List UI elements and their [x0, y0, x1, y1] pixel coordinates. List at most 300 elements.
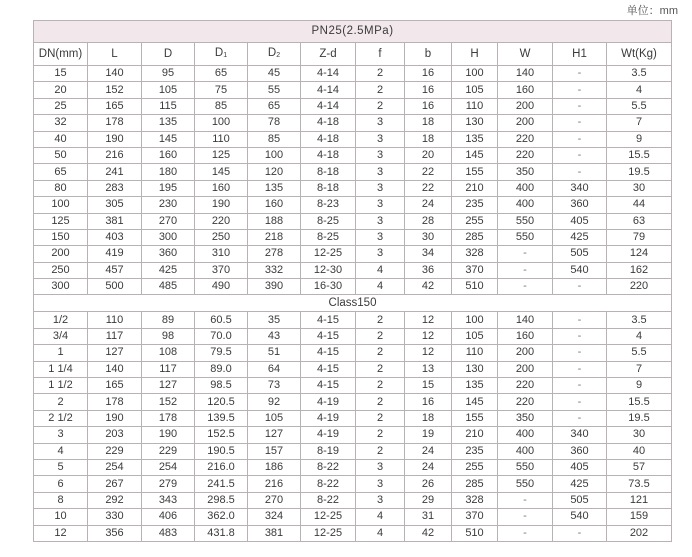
table-row [34, 115, 672, 131]
table-cell: 89.0 [195, 361, 248, 377]
table-cell: 210 [452, 180, 498, 196]
table-cell: - [553, 312, 607, 328]
table-cell: 4-14 [301, 82, 356, 98]
table-cell: 125 [34, 213, 88, 229]
table-cell: 190.5 [195, 443, 248, 459]
table-cell: 200 [498, 361, 553, 377]
header-row [34, 43, 672, 66]
table-cell: 16 [405, 394, 452, 410]
table-cell: 324 [248, 509, 301, 525]
table-cell: 328 [452, 246, 498, 262]
table-cell: 105 [452, 82, 498, 98]
table-cell: 403 [88, 229, 142, 245]
table-cell: 127 [142, 378, 195, 394]
table-cell: 110 [195, 131, 248, 147]
table-row [34, 213, 672, 229]
table-title: PN25(2.5MPa) [34, 21, 672, 43]
table-cell: - [498, 246, 553, 262]
table-cell: 4-18 [301, 147, 356, 163]
table-cell: 155 [452, 164, 498, 180]
table-row [34, 180, 672, 196]
table-cell: 250 [195, 229, 248, 245]
table-cell: 4 [356, 262, 405, 278]
table-cell: 152 [142, 394, 195, 410]
table-row [34, 525, 672, 541]
table-row [34, 443, 672, 459]
table-cell: 457 [88, 262, 142, 278]
table-cell: 3 [356, 180, 405, 196]
table-cell: 125 [195, 147, 248, 163]
table-cell: 4 [607, 328, 672, 344]
table-cell: 2 [356, 361, 405, 377]
table-cell: 165 [88, 378, 142, 394]
table-cell: - [498, 492, 553, 508]
table-cell: 235 [452, 443, 498, 459]
table-row [34, 246, 672, 262]
table-row [34, 82, 672, 98]
table-cell: - [553, 98, 607, 114]
table-cell: 160 [248, 197, 301, 213]
table-cell: 310 [195, 246, 248, 262]
table-cell: 550 [498, 229, 553, 245]
table-cell: 4-19 [301, 394, 356, 410]
table-cell: - [553, 410, 607, 426]
table-cell: 190 [88, 410, 142, 426]
table-cell: 95 [142, 66, 195, 82]
table-cell: 3 [356, 147, 405, 163]
table-cell: - [553, 279, 607, 295]
table-cell: 85 [195, 98, 248, 114]
table-cell: 135 [142, 115, 195, 131]
table-cell: 8-22 [301, 459, 356, 475]
table-cell: 18 [405, 115, 452, 131]
table-cell: 235 [452, 197, 498, 213]
table-cell: 127 [88, 345, 142, 361]
table-cell: 2 [356, 66, 405, 82]
table-cell: 160 [498, 82, 553, 98]
table-cell: 540 [553, 262, 607, 278]
table-cell: 229 [142, 443, 195, 459]
table-cell: 3 [356, 197, 405, 213]
table-cell: 108 [142, 345, 195, 361]
table-row [34, 98, 672, 114]
table-cell: 28 [405, 213, 452, 229]
table-cell: 8-22 [301, 492, 356, 508]
table-cell: 360 [553, 197, 607, 213]
table-cell: 550 [498, 476, 553, 492]
table-cell: 285 [452, 476, 498, 492]
table-cell: 2 [356, 98, 405, 114]
table-cell: 79.5 [195, 345, 248, 361]
table-cell: 490 [195, 279, 248, 295]
table-cell: 26 [405, 476, 452, 492]
table-cell: 30 [607, 427, 672, 443]
table-cell: 4 [607, 82, 672, 98]
table-cell: 200 [498, 115, 553, 131]
table-cell: 4-14 [301, 66, 356, 82]
table-cell: 140 [498, 66, 553, 82]
table-cell: 65 [34, 164, 88, 180]
table-cell: 13 [405, 361, 452, 377]
table-cell: - [498, 262, 553, 278]
table-cell: 8-25 [301, 229, 356, 245]
table-cell: 120.5 [195, 394, 248, 410]
table-cell: 45 [248, 66, 301, 82]
table-cell: 20 [34, 82, 88, 98]
table-cell: 98.5 [195, 378, 248, 394]
table-cell: 4 [356, 279, 405, 295]
table-cell: 25 [34, 98, 88, 114]
table-cell: 120 [248, 164, 301, 180]
table-cell: 8 [34, 492, 88, 508]
table-cell: 35 [248, 312, 301, 328]
table-cell: 220 [498, 131, 553, 147]
table-cell: 79 [607, 229, 672, 245]
table-cell: 98 [142, 328, 195, 344]
table-cell: 5 [34, 459, 88, 475]
table-cell: 400 [498, 443, 553, 459]
table-row [34, 66, 672, 82]
table-cell: 4-15 [301, 361, 356, 377]
table-cell: 2 [356, 82, 405, 98]
table-cell: 152.5 [195, 427, 248, 443]
header-wt: Wt(Kg) [607, 43, 672, 66]
table-cell: 2 [356, 443, 405, 459]
table-row [34, 147, 672, 163]
table-cell: 360 [142, 246, 195, 262]
table-cell: 44 [607, 197, 672, 213]
table-cell: 405 [553, 213, 607, 229]
table-cell: 3 [356, 229, 405, 245]
table-cell: 16-30 [301, 279, 356, 295]
table-cell: 390 [248, 279, 301, 295]
table-cell: - [553, 131, 607, 147]
table-cell: 3.5 [607, 66, 672, 82]
table-cell: 279 [142, 476, 195, 492]
table-cell: - [553, 361, 607, 377]
table-cell: 400 [498, 180, 553, 196]
table-cell: 160 [195, 180, 248, 196]
table-cell: 425 [142, 262, 195, 278]
table-cell: 220 [498, 378, 553, 394]
table-cell: 188 [248, 213, 301, 229]
table-cell: 255 [452, 459, 498, 475]
table-cell: 57 [607, 459, 672, 475]
table-cell: - [553, 394, 607, 410]
table-cell: - [498, 525, 553, 541]
table-cell: 30 [405, 229, 452, 245]
table-cell: 64 [248, 361, 301, 377]
header-l: L [88, 43, 142, 66]
table-cell: 216 [88, 147, 142, 163]
table-cell: 254 [88, 459, 142, 475]
table-cell: 75 [195, 82, 248, 98]
table-cell: 22 [405, 164, 452, 180]
table-cell: 60.5 [195, 312, 248, 328]
table-cell: 16 [405, 98, 452, 114]
table-cell: 15 [405, 378, 452, 394]
table-cell: 65 [248, 98, 301, 114]
header-b: b [405, 43, 452, 66]
table-cell: 4 [34, 443, 88, 459]
table-cell: 40 [34, 131, 88, 147]
table-cell: 2 [356, 312, 405, 328]
table-cell: 3/4 [34, 328, 88, 344]
table-cell: 400 [498, 427, 553, 443]
table-cell: 4 [356, 509, 405, 525]
table-cell: 285 [452, 229, 498, 245]
table-cell: 255 [452, 213, 498, 229]
table-cell: 7 [607, 361, 672, 377]
table-cell: 2 [356, 328, 405, 344]
table-cell: - [498, 509, 553, 525]
table-cell: - [553, 147, 607, 163]
table-row [34, 427, 672, 443]
table-cell: 29 [405, 492, 452, 508]
table-cell: 12-25 [301, 246, 356, 262]
table-cell: 8-18 [301, 164, 356, 180]
table-cell: 135 [248, 180, 301, 196]
table-cell: 2 1/2 [34, 410, 88, 426]
table-cell: 145 [452, 147, 498, 163]
table-cell: 370 [452, 509, 498, 525]
table-cell: 2 [356, 378, 405, 394]
table-cell: 63 [607, 213, 672, 229]
table-cell: 483 [142, 525, 195, 541]
table-cell: 200 [498, 345, 553, 361]
table-cell: 32 [34, 115, 88, 131]
table-cell: 12-30 [301, 262, 356, 278]
table-cell: 2 [356, 394, 405, 410]
table-cell: 505 [553, 492, 607, 508]
table-cell: 5.5 [607, 345, 672, 361]
table-cell: 330 [88, 509, 142, 525]
table-cell: 3 [356, 131, 405, 147]
table-cell: 298.5 [195, 492, 248, 508]
table-cell: 370 [452, 262, 498, 278]
table-cell: - [553, 66, 607, 82]
table-cell: 130 [452, 115, 498, 131]
table-cell: 180 [142, 164, 195, 180]
table-cell: 190 [88, 131, 142, 147]
table-cell: 12 [405, 312, 452, 328]
table-cell: 3 [356, 459, 405, 475]
table-cell: 73.5 [607, 476, 672, 492]
table-row [34, 345, 672, 361]
table-cell: 89 [142, 312, 195, 328]
table-cell: 3 [356, 246, 405, 262]
table-cell: 220 [498, 394, 553, 410]
header-zd: Z-d [301, 43, 356, 66]
table-cell: - [553, 82, 607, 98]
table-cell: 159 [607, 509, 672, 525]
table-cell: 140 [88, 361, 142, 377]
table-cell: 7 [607, 115, 672, 131]
table-cell: 550 [498, 213, 553, 229]
table-cell: 78 [248, 115, 301, 131]
table-cell: 40 [607, 443, 672, 459]
table-cell: 362.0 [195, 509, 248, 525]
table-cell: 203 [88, 427, 142, 443]
header-f: f [356, 43, 405, 66]
table-cell: 241.5 [195, 476, 248, 492]
table-cell: 9 [607, 378, 672, 394]
table-cell: 105 [452, 328, 498, 344]
table-cell: 8-18 [301, 180, 356, 196]
table-cell: 510 [452, 525, 498, 541]
table-cell: 220 [195, 213, 248, 229]
table-row [34, 312, 672, 328]
table-cell: 202 [607, 525, 672, 541]
table-cell: 135 [452, 131, 498, 147]
table-cell: 3 [356, 213, 405, 229]
table-cell: 31 [405, 509, 452, 525]
table-cell: 65 [195, 66, 248, 82]
table-cell: 332 [248, 262, 301, 278]
table-cell: 110 [452, 345, 498, 361]
table-cell: 19.5 [607, 410, 672, 426]
table-cell: 4-18 [301, 115, 356, 131]
table-row [34, 279, 672, 295]
table-cell: 19.5 [607, 164, 672, 180]
table-row [34, 328, 672, 344]
table-cell: 8-23 [301, 197, 356, 213]
table-cell: 20 [405, 147, 452, 163]
table-cell: 16 [405, 82, 452, 98]
table-cell: 270 [248, 492, 301, 508]
table-cell: 105 [142, 82, 195, 98]
table-cell: 42 [405, 279, 452, 295]
table-cell: 24 [405, 443, 452, 459]
table-cell: 162 [607, 262, 672, 278]
table-cell: 8-25 [301, 213, 356, 229]
table-cell: 80 [34, 180, 88, 196]
table-cell: 2 [356, 345, 405, 361]
table-cell: 127 [248, 427, 301, 443]
table-cell: 1/2 [34, 312, 88, 328]
table-cell: 73 [248, 378, 301, 394]
table-cell: 254 [142, 459, 195, 475]
header-d2: $D_2$ [248, 43, 301, 66]
table-cell: 115 [142, 98, 195, 114]
table-cell: 218 [248, 229, 301, 245]
table-cell: 381 [88, 213, 142, 229]
table-cell: 360 [553, 443, 607, 459]
table-cell: 150 [34, 229, 88, 245]
table-cell: 10 [34, 509, 88, 525]
table-cell: 3 [356, 164, 405, 180]
table-cell: 250 [34, 262, 88, 278]
table-cell: 4-19 [301, 410, 356, 426]
table-cell: 22 [405, 180, 452, 196]
table-row [34, 197, 672, 213]
table-cell: 1 1/4 [34, 361, 88, 377]
table-cell: 220 [607, 279, 672, 295]
table-row [34, 476, 672, 492]
table-cell: 110 [452, 98, 498, 114]
table-cell: 2 [356, 427, 405, 443]
table-cell: 24 [405, 459, 452, 475]
table-cell: 4-15 [301, 345, 356, 361]
table-cell: 117 [88, 328, 142, 344]
table-cell: 216.0 [195, 459, 248, 475]
table-cell: 34 [405, 246, 452, 262]
table-cell: 145 [195, 164, 248, 180]
table-cell: 3 [356, 476, 405, 492]
table-cell: 92 [248, 394, 301, 410]
table-cell: 51 [248, 345, 301, 361]
table-row [34, 492, 672, 508]
table-cell: 85 [248, 131, 301, 147]
header-w: W [498, 43, 553, 66]
table-cell: 178 [142, 410, 195, 426]
table-cell: 1 1/2 [34, 378, 88, 394]
table-cell: 15.5 [607, 147, 672, 163]
table-cell: 157 [248, 443, 301, 459]
table-cell: - [553, 328, 607, 344]
table-cell: 124 [607, 246, 672, 262]
table-cell: 12 [405, 328, 452, 344]
table-cell: 356 [88, 525, 142, 541]
table-cell: 3.5 [607, 312, 672, 328]
table-cell: 19 [405, 427, 452, 443]
table-cell: 140 [498, 312, 553, 328]
table-row [34, 509, 672, 525]
table-cell: - [553, 164, 607, 180]
table-cell: 70.0 [195, 328, 248, 344]
table-cell: 160 [142, 147, 195, 163]
table-cell: 18 [405, 410, 452, 426]
table-cell: 406 [142, 509, 195, 525]
table-cell: 3 [34, 427, 88, 443]
table-cell: 42 [405, 525, 452, 541]
table-cell: 9 [607, 131, 672, 147]
table-cell: 121 [607, 492, 672, 508]
table-cell: 267 [88, 476, 142, 492]
table-cell: 419 [88, 246, 142, 262]
table-row [34, 262, 672, 278]
section-title: Class150 [34, 295, 672, 312]
table-row [34, 164, 672, 180]
table-cell: 505 [553, 246, 607, 262]
table-cell: 4-15 [301, 328, 356, 344]
table-cell: 43 [248, 328, 301, 344]
table-cell: 270 [142, 213, 195, 229]
table-cell: 500 [88, 279, 142, 295]
table-cell: 195 [142, 180, 195, 196]
table-cell: - [553, 115, 607, 131]
header-h1: H1 [553, 43, 607, 66]
table-cell: 370 [195, 262, 248, 278]
table-cell: 283 [88, 180, 142, 196]
table-cell: 340 [553, 180, 607, 196]
table-cell: 12-25 [301, 509, 356, 525]
table-cell: 8-22 [301, 476, 356, 492]
table-cell: 50 [34, 147, 88, 163]
table-cell: 4-18 [301, 131, 356, 147]
table-cell: 110 [88, 312, 142, 328]
table-cell: 350 [498, 164, 553, 180]
table-cell: 155 [452, 410, 498, 426]
table-cell: 343 [142, 492, 195, 508]
table-cell: 100 [452, 312, 498, 328]
table-cell: 300 [34, 279, 88, 295]
table-cell: 140 [88, 66, 142, 82]
table-cell: 425 [553, 476, 607, 492]
table-cell: 381 [248, 525, 301, 541]
table-cell: 210 [452, 427, 498, 443]
header-dn: DN(mm) [34, 43, 88, 66]
